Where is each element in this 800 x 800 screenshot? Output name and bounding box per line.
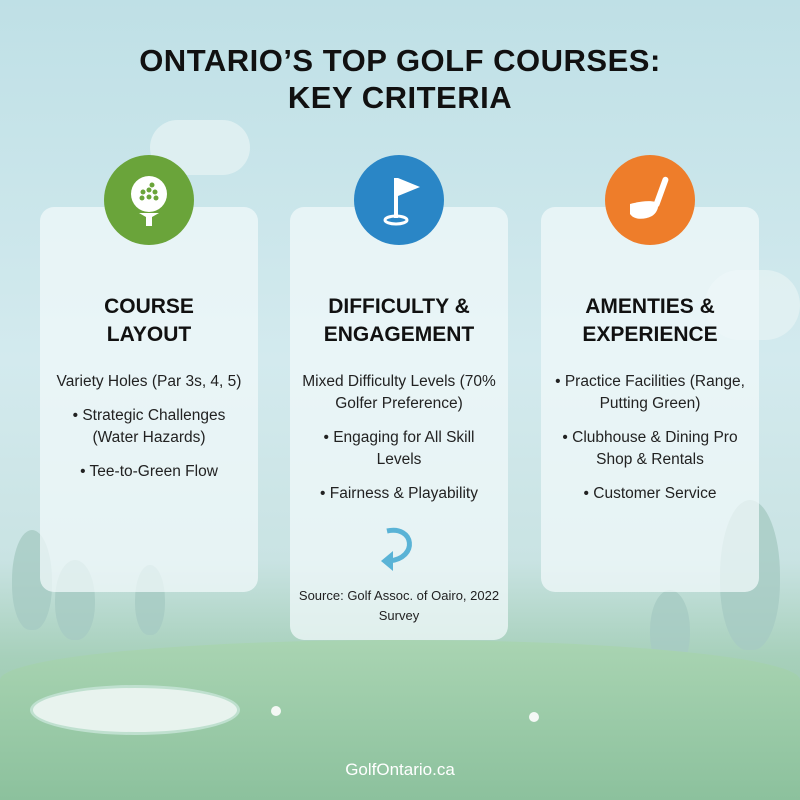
- list-item: • Fairness & Playability: [320, 485, 478, 502]
- card-title: EXPERIENCE: [582, 323, 718, 346]
- list-item: • Tee-to-Green Flow: [80, 463, 218, 480]
- page-title: ONTARIO’S TOP GOLF COURSES: KEY CRITERIA: [139, 43, 661, 115]
- list-item: • Customer Service: [583, 485, 717, 502]
- card-title: AMENTIES &: [585, 295, 715, 318]
- source-note: Source: Golf Assoc. of Oairo, 2022 Survey: [298, 588, 500, 623]
- golf-club-icon: [605, 155, 695, 245]
- list-item: • Practice Facilities (Range, Putting Green): [555, 373, 745, 412]
- list-item: Mixed Difficulty Levels (70% Golfer Preference): [302, 373, 496, 412]
- curved-arrow-icon: [369, 523, 429, 573]
- card-difficulty-engagement: [290, 207, 508, 640]
- list-item: • Strategic Challenges (Water Hazards): [72, 407, 226, 446]
- sand-bunker: [30, 685, 240, 735]
- list-item: • Engaging for All Skill Levels: [323, 429, 475, 468]
- golf-ball-on-tee-icon: [104, 155, 194, 245]
- list-item: • Clubhouse & Dining Pro Shop & Rentals: [562, 429, 738, 468]
- card-title: LAYOUT: [106, 323, 192, 346]
- list-item: Variety Holes (Par 3s, 4, 5): [56, 373, 242, 390]
- card-title: ENGAGEMENT: [323, 323, 475, 346]
- card-title: COURSE: [104, 295, 194, 318]
- card-amenities-experience: [541, 207, 759, 592]
- golf-flag-icon: [354, 155, 444, 245]
- card-title: DIFFICULTY &: [328, 295, 470, 318]
- card-course-layout: [40, 207, 258, 592]
- golf-ball: [271, 706, 281, 716]
- golf-ball: [529, 712, 539, 722]
- footer-website: GolfOntario.ca: [345, 760, 455, 779]
